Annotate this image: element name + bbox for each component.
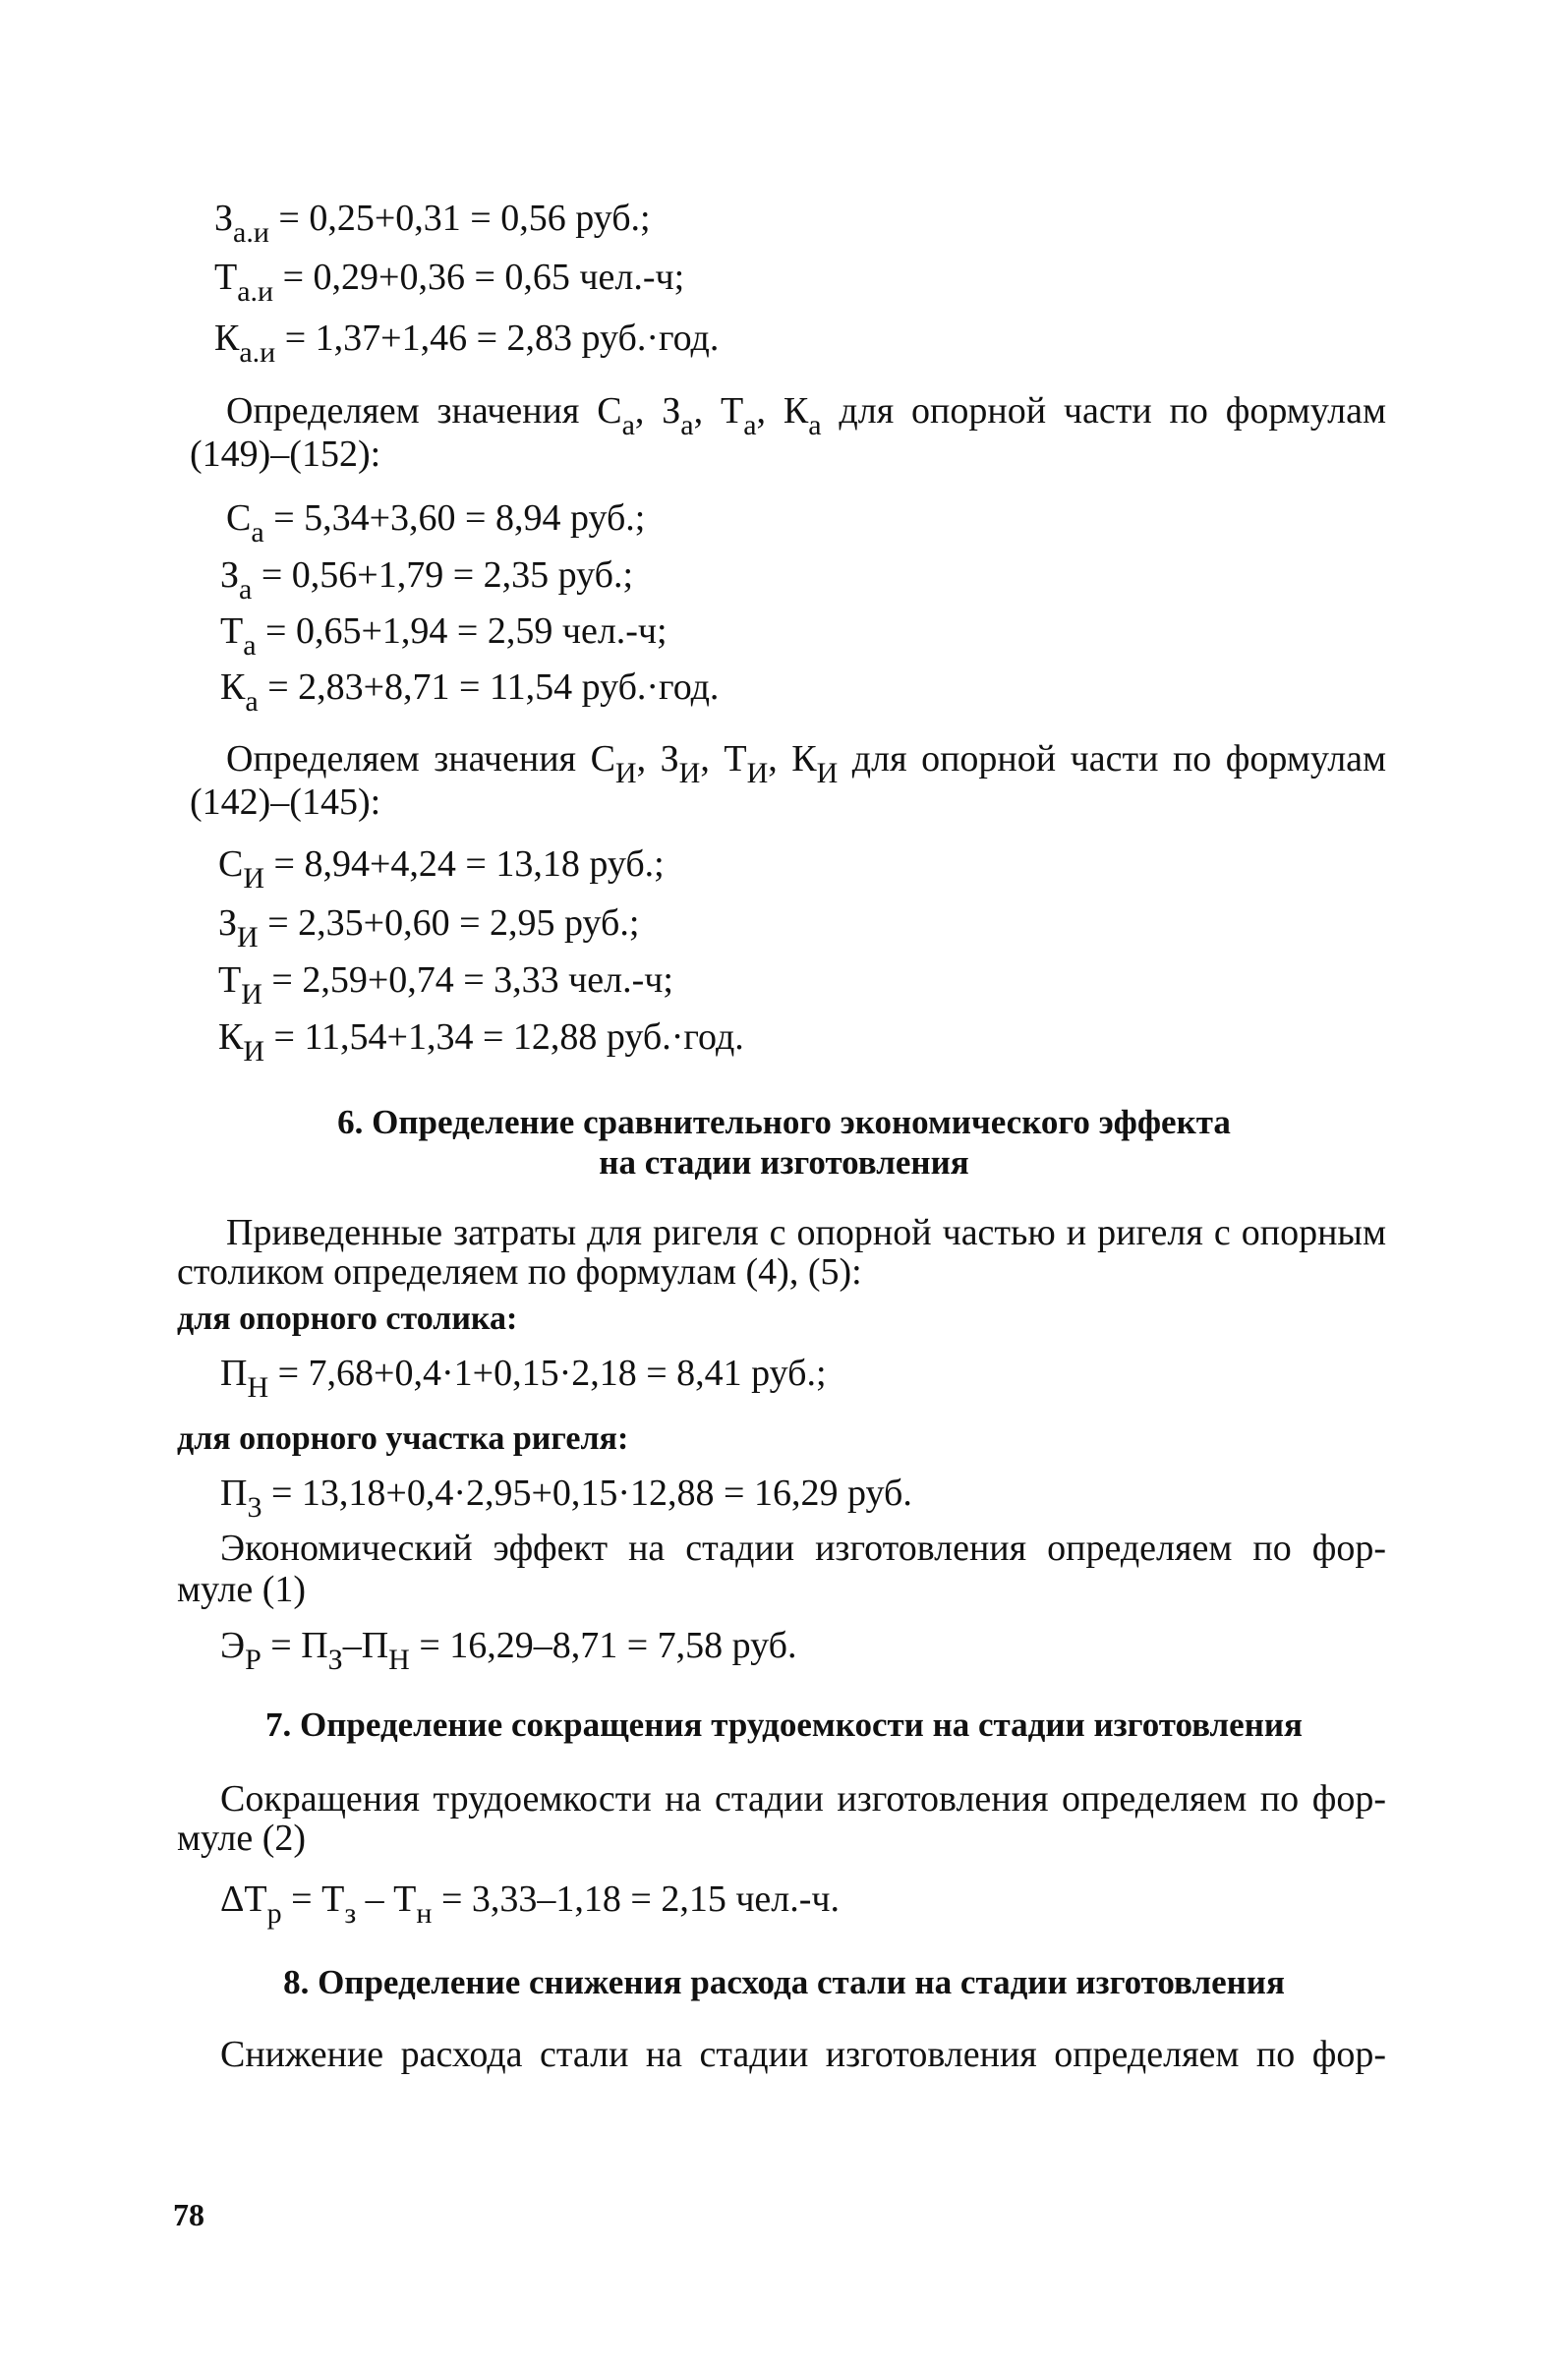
section-8-title: 8. Определение снижения расхода стали на стадии изготовления [283,1963,1285,2001]
formula-p-n: $П_Н = 7,68+0,4\cdot 1+0,15\cdot 2,18 = 8,41$ руб.; [220,1353,827,1404]
formula-delta-t: $\Delta Т_р = Т_з - Т_н = 3,33-1,18 = 2,15$ чел.-ч. [220,1878,841,1930]
paragraph-a-values-line2: (149)–(152): [190,433,381,475]
formula-t-i: $Т_И = 2,59+0,74 = 3,33$ чел.-ч; [218,959,673,1011]
formula-t-ai: $Т_{а.и} = 0,29+0,36 = 0,65$ чел.-ч; [214,257,685,308]
paragraph-a-values-line1: Определяем значения $С_а$, $З_а$, $Т_а$, $К_а$ для опорной части по формулам [226,390,1387,441]
label-support-table: для опорного столика: [177,1300,518,1337]
formula-k-i: $К_И = 11,54+1,34 = 12,88$ руб.·год. [218,1016,744,1068]
section-6-paragraph2-line1: Экономический эффект на стадии изготовления определяем по фор- [220,1528,1386,1569]
paragraph-i-values-line1: Определяем значения $С_И$, $З_И$, $Т_И$, $К_И$ для опорной части по формулам [226,738,1387,789]
label-support-section: для опорного участка ригеля: [177,1420,629,1457]
formula-t-a: $Т_а = 0,65+1,94 = 2,59$ чел.-ч; [220,610,668,662]
section-6-paragraph-line2: столиком определяем по формулам (4), (5): [177,1251,862,1293]
formula-c-a: $С_а = 5,34+3,60 = 8,94$ руб.; [226,497,646,549]
page-number: 78 [173,2197,204,2232]
section-7-paragraph-line1: Сокращения трудоемкости на стадии изготовления определяем по фор- [220,1778,1386,1820]
section-8-paragraph-line1: Снижение расхода стали на стадии изготовления определяем по фор- [220,2034,1386,2075]
section-7-title: 7. Определение сокращения трудоемкости на стадии изготовления [265,1705,1303,1744]
formula-c-i: $С_И = 8,94+4,24 = 13,18$ руб.; [218,843,665,895]
formula-k-a: $К_а = 2,83+8,71 = 11,54$ руб.·год. [220,666,720,718]
formula-e-r: $Э_Р = П_З-П_Н = 16,29-8,71 = 7,58$ руб. [220,1625,797,1676]
formula-z-ai: $З_{а.и} = 0,25+0,31 = 0,56$ руб.; [214,198,651,249]
section-6-paragraph-line1: Приведенные затраты для ригеля с опорной частью и ригеля с опорным [226,1212,1386,1253]
paragraph-i-values-line2: (142)–(145): [190,781,381,823]
formula-k-ai: $К_{а.и} = 1,37+1,46 = 2,83$ руб.·год. [214,318,720,369]
section-6-title-line2: на стадии изготовления [599,1143,969,1182]
formula-p-z: $П_3 = 13,18+0,4\cdot 2,95+0,15\cdot 12,88 = 16,29$ руб. [220,1473,912,1524]
section-6-title-line1: 6. Определение сравнительного экономического эффекта [337,1103,1231,1141]
formula-z-i: $З_И = 2,35+0,60 = 2,95$ руб.; [218,902,640,953]
formula-z-a: $З_а = 0,56+1,79 = 2,35$ руб.; [220,554,634,606]
section-6-paragraph2-line2: муле (1) [177,1569,307,1610]
section-7-paragraph-line2: муле (2) [177,1818,307,1859]
